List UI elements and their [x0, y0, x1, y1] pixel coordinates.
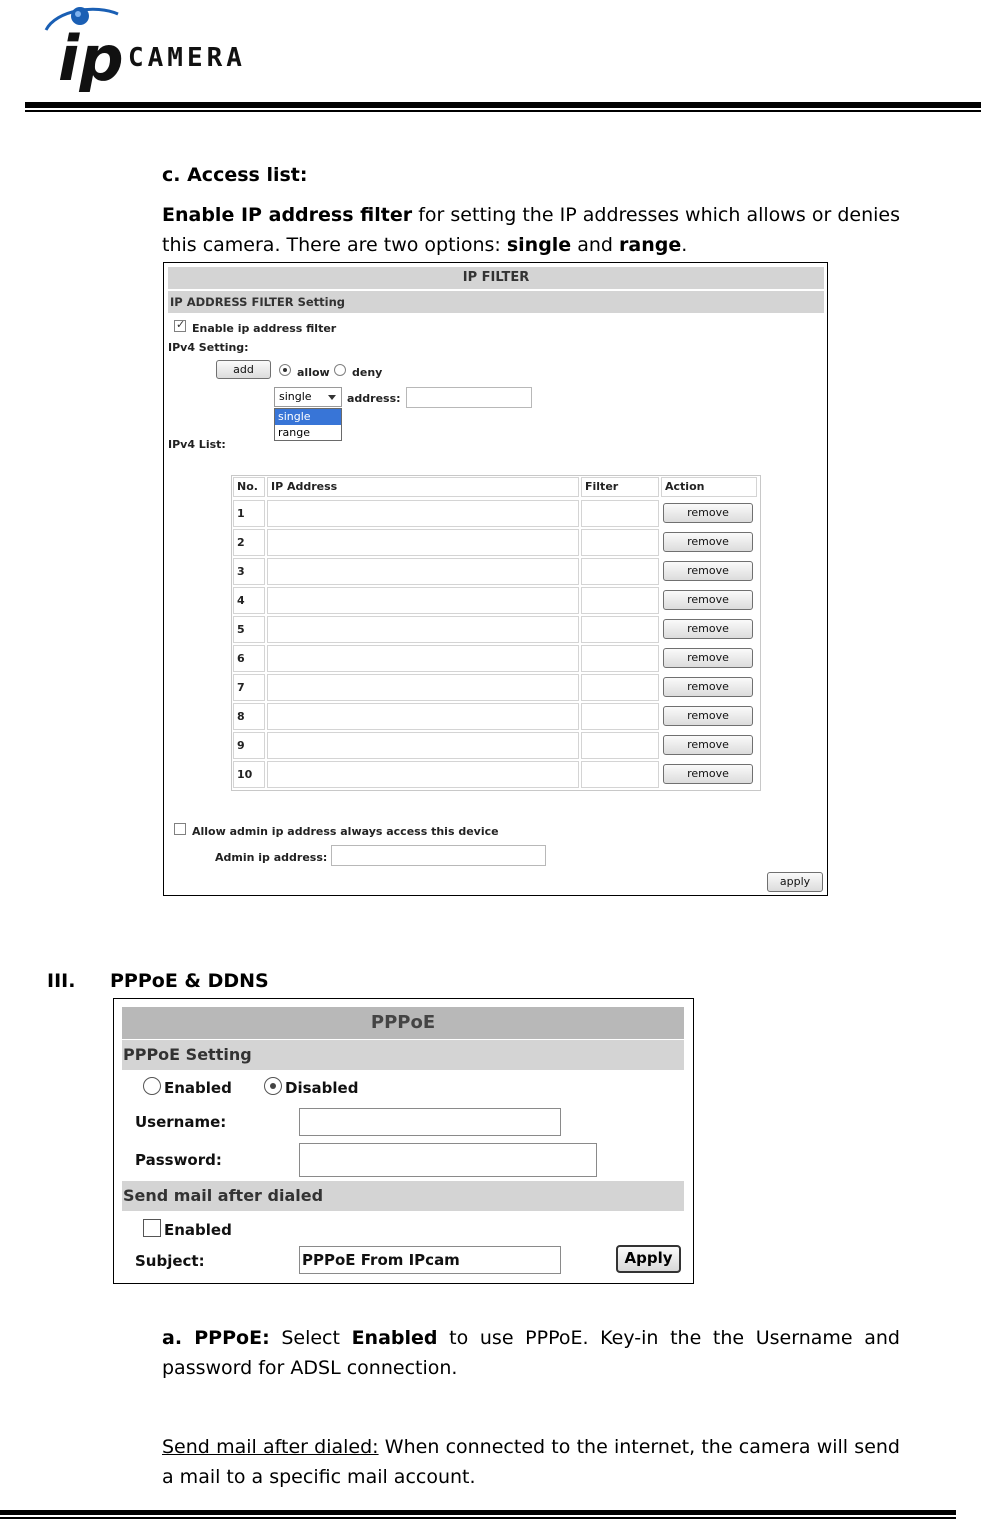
enabled-radio[interactable]	[143, 1077, 161, 1095]
row-no: 3	[233, 558, 265, 585]
row-filter	[581, 703, 659, 730]
row-ip	[267, 529, 579, 556]
row-filter	[581, 500, 659, 527]
address-input[interactable]	[406, 387, 532, 408]
ipv4-setting-label: IPv4 Setting:	[168, 341, 249, 354]
allow-label: allow	[297, 366, 330, 379]
table-row	[232, 499, 760, 528]
admin-ip-input[interactable]	[331, 845, 546, 866]
col-no: No.	[233, 477, 265, 497]
footer-rule	[0, 1510, 956, 1515]
row-no: 2	[233, 529, 265, 556]
disabled-label: Disabled	[285, 1079, 359, 1097]
logo-graphic	[38, 2, 308, 92]
deny-radio[interactable]	[334, 364, 346, 376]
admin-ip-label: Admin ip address:	[215, 851, 328, 864]
ip-camera-logo	[38, 2, 308, 92]
mail-enabled-label: Enabled	[164, 1221, 232, 1239]
logo-word: CAMERA	[128, 43, 246, 73]
option-single[interactable]: single	[275, 409, 341, 425]
enabled-label: Enabled	[164, 1079, 232, 1097]
row-ip	[267, 500, 579, 527]
enable-filter-checkbox[interactable]	[174, 320, 186, 332]
row-ip	[267, 558, 579, 585]
mail-enabled-checkbox[interactable]	[143, 1219, 161, 1237]
col-ip-address: IP Address	[267, 477, 579, 497]
table-row	[232, 586, 760, 615]
username-label: Username:	[135, 1113, 227, 1131]
row-filter	[581, 761, 659, 788]
ip-filter-title: IP FILTER	[168, 267, 824, 289]
remove-button[interactable]: remove	[663, 677, 753, 697]
remove-button[interactable]: remove	[663, 561, 753, 581]
row-no: 1	[233, 500, 265, 527]
row-ip	[267, 645, 579, 672]
table-row	[232, 615, 760, 644]
table-row	[232, 528, 760, 557]
remove-button[interactable]: remove	[663, 619, 753, 639]
col-action: Action	[661, 477, 757, 497]
row-no: 5	[233, 616, 265, 643]
row-no: 10	[233, 761, 265, 788]
subject-input[interactable]: PPPoE From IPcam	[299, 1246, 561, 1274]
pppoe-apply-button[interactable]: Apply	[616, 1245, 681, 1273]
remove-button[interactable]: remove	[663, 764, 753, 784]
row-filter	[581, 529, 659, 556]
remove-button[interactable]: remove	[663, 532, 753, 552]
ipv4-list-label: IPv4 List:	[168, 438, 226, 451]
username-input[interactable]	[299, 1108, 561, 1136]
access-list-heading: c. Access list:	[162, 164, 308, 186]
ip-filter-section: IP ADDRESS FILTER Setting	[168, 291, 824, 313]
remove-button[interactable]: remove	[663, 735, 753, 755]
row-filter	[581, 558, 659, 585]
filter-type-dropdown	[274, 408, 342, 441]
row-ip	[267, 703, 579, 730]
table-row	[232, 673, 760, 702]
address-label: address:	[347, 392, 401, 405]
row-filter	[581, 674, 659, 701]
row-no: 4	[233, 587, 265, 614]
access-list-paragraph: Enable IP address filter for setting the IP addresses which allows or denies this camera. There are two options: single and range.	[162, 204, 900, 256]
table-row	[232, 557, 760, 586]
row-ip	[267, 732, 579, 759]
row-no: 6	[233, 645, 265, 672]
mail-link: Send mail after dialed:	[162, 1436, 379, 1458]
row-ip	[267, 587, 579, 614]
row-no: 7	[233, 674, 265, 701]
table-row	[232, 702, 760, 731]
pppoe-paragraph: a. PPPoE: Select Enabled to use PPPoE. Key-in the the Username and password for ADSL connection.	[162, 1327, 900, 1379]
ipv4-table	[231, 475, 761, 791]
row-ip	[267, 616, 579, 643]
table-header	[232, 476, 760, 498]
subject-label: Subject:	[135, 1252, 205, 1270]
table-row	[232, 760, 760, 789]
deny-label: deny	[352, 366, 383, 379]
remove-button[interactable]: remove	[663, 590, 753, 610]
pppoe-setting-section: PPPoE Setting	[122, 1040, 684, 1070]
table-row	[232, 731, 760, 760]
col-filter: Filter	[581, 477, 659, 497]
logo-letters: ip	[58, 22, 124, 92]
remove-button[interactable]: remove	[663, 648, 753, 668]
remove-button[interactable]: remove	[663, 706, 753, 726]
apply-button[interactable]: apply	[767, 872, 823, 892]
remove-button[interactable]: remove	[663, 503, 753, 523]
option-range[interactable]: range	[278, 426, 310, 439]
row-ip	[267, 674, 579, 701]
ip-filter-panel	[163, 262, 828, 896]
row-filter	[581, 616, 659, 643]
footer-rule-thin	[0, 1517, 956, 1519]
mail-paragraph: Send mail after dialed: When connected to the internet, the camera will send a mail to a specific mail account.	[162, 1436, 900, 1488]
row-filter	[581, 587, 659, 614]
pppoe-title: PPPoE	[122, 1007, 684, 1039]
row-ip	[267, 761, 579, 788]
chevron-down-icon	[328, 395, 336, 400]
enable-filter-label: Enable ip address filter	[192, 322, 337, 335]
row-no: 8	[233, 703, 265, 730]
disabled-radio[interactable]	[264, 1077, 282, 1095]
table-row	[232, 644, 760, 673]
allow-admin-label: Allow admin ip address always access this device	[192, 825, 499, 838]
header-rule-thin	[25, 110, 981, 112]
header-rule	[25, 102, 981, 108]
send-mail-section: Send mail after dialed	[122, 1181, 684, 1211]
section-title: PPPoE & DDNS	[110, 970, 269, 992]
password-label: Password:	[135, 1151, 222, 1169]
row-filter	[581, 645, 659, 672]
add-button[interactable]: add	[216, 360, 271, 379]
section-numeral: III.	[47, 970, 76, 992]
password-input[interactable]	[299, 1143, 597, 1177]
allow-admin-checkbox[interactable]	[174, 823, 186, 835]
row-no: 9	[233, 732, 265, 759]
pppoe-panel	[113, 998, 694, 1284]
row-filter	[581, 732, 659, 759]
allow-radio[interactable]	[279, 364, 291, 376]
filter-type-select[interactable]: single	[274, 387, 342, 407]
